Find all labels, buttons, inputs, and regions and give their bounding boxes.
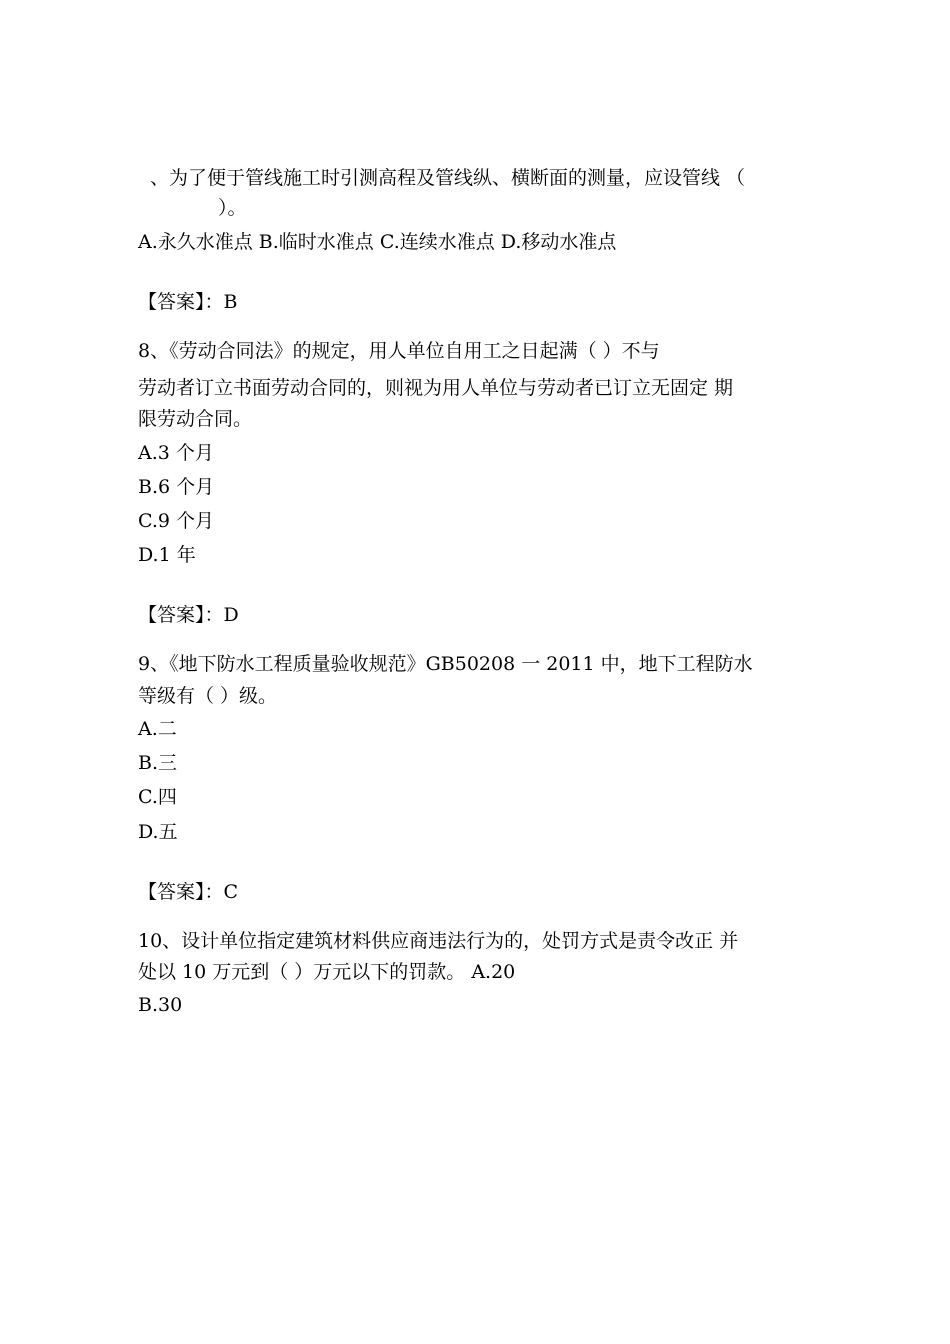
question-7-stem-line-2: ）。: [218, 197, 247, 219]
question-9-option-a: A.二: [138, 718, 177, 740]
question-10-stem-line-2: 处以 10 万元到（ ）万元以下的罚款。 A.20: [138, 961, 516, 983]
question-8-option-a: A.3 个月: [138, 442, 214, 464]
question-10-option-b: B.30: [138, 994, 183, 1016]
question-10-stem-line-1: 10、设计单位指定建筑材料供应商违法行为的，处罚方式是责令改正 并: [138, 930, 739, 952]
question-9-stem-line-2: 等级有（ ）级。: [138, 685, 278, 707]
question-7-options: A.永久水准点 B.临时水准点 C.连续水准点 D.移动水准点: [138, 231, 617, 253]
question-8-option-d: D.1 年: [138, 544, 196, 566]
question-9-option-c: C.四: [138, 786, 177, 808]
question-8-answer: 【答案】：D: [138, 604, 239, 626]
question-8-stem-line-1: 8、《劳动合同法》的规定，用人单位自用工之日起满（ ）不与: [138, 340, 660, 362]
question-7-answer: 【答案】：B: [138, 291, 238, 313]
question-8-stem-line-3: 限劳动合同。: [138, 408, 253, 430]
question-9-option-d: D.五: [138, 821, 178, 843]
question-8-option-c: C.9 个月: [138, 510, 215, 532]
question-9-answer: 【答案】：C: [138, 881, 239, 903]
question-9-stem-line-1: 9、《地下防水工程质量验收规范》GB50208 一 2011 中，地下工程防水: [138, 653, 753, 675]
question-9-option-b: B.三: [138, 752, 178, 774]
question-8-stem-line-2: 劳动者订立书面劳动合同的，则视为用人单位与劳动者已订立无固定 期: [138, 377, 734, 399]
question-8-option-b: B.6 个月: [138, 476, 215, 498]
question-7-stem-line-1: 、为了便于管线施工时引测高程及管线纵、横断面的测量，应设管线 （: [150, 167, 746, 189]
